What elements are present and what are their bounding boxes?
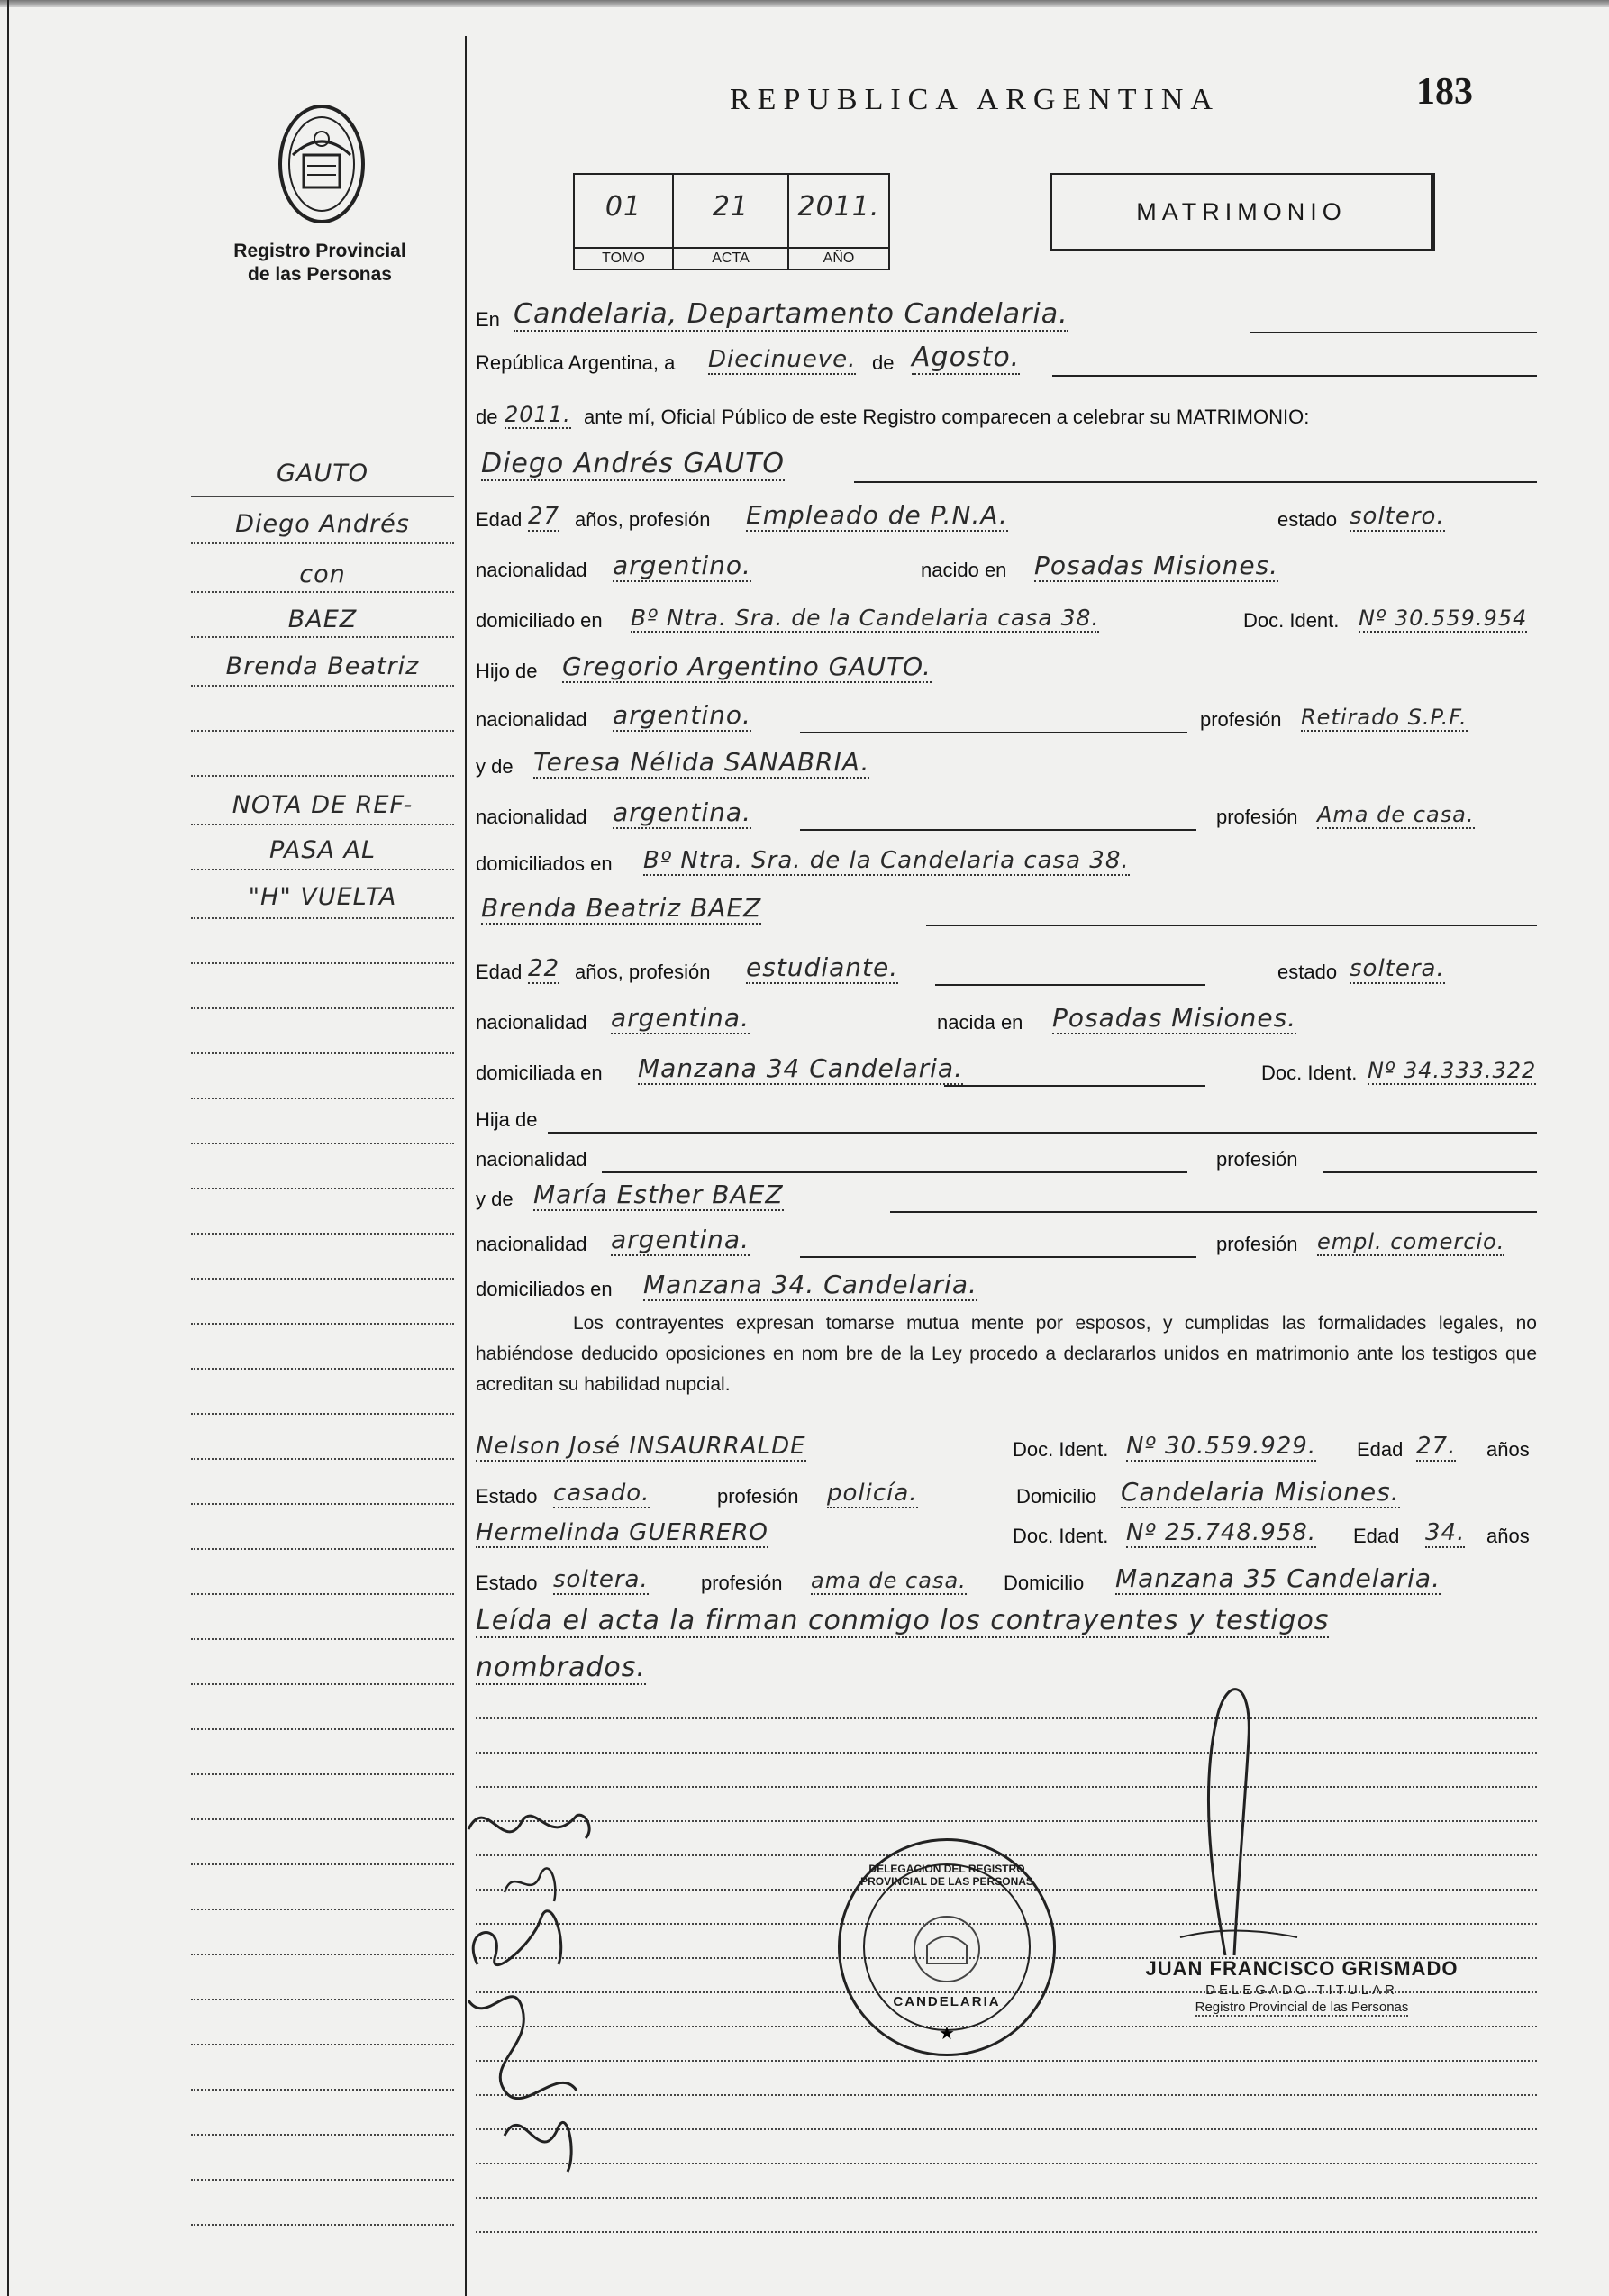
margin-note-line2: PASA AL — [268, 836, 377, 864]
groom-age-row — [476, 501, 1537, 537]
groom-mother-nat-row — [476, 798, 1537, 834]
bride-mother-nat-row — [476, 1225, 1537, 1262]
official-signature-icon — [1162, 1667, 1306, 1964]
groom-mother: Teresa Nélida SANABRIA. — [533, 747, 870, 777]
groom-mother-row — [476, 748, 1537, 784]
margin-groom-given: Diego Andrés — [235, 510, 410, 538]
label-nacionalidad-mother: nacionalidad — [476, 806, 587, 828]
groom-father: Gregorio Argentino GAUTO. — [562, 651, 932, 681]
ano-label: AÑO — [789, 247, 888, 267]
label-anos-profesion: años, profesión — [575, 508, 711, 531]
groom-mother-nationality: argentina. — [613, 797, 751, 827]
label-en: En — [476, 308, 500, 331]
label-profesion-bride-mother: profesión — [1216, 1233, 1298, 1255]
ano-cell — [789, 175, 888, 269]
groom-nationality-row — [476, 551, 1537, 588]
page-left-edge — [7, 0, 9, 2296]
bride-mother-nationality: argentina. — [611, 1225, 750, 1254]
label-edad: Edad — [476, 508, 523, 531]
bride-status: soltera. — [1350, 955, 1445, 982]
tomo-cell — [575, 175, 674, 269]
bride-profession: estudiante. — [746, 952, 899, 982]
witness1-doc: Nº 30.559.929. — [1126, 1433, 1317, 1460]
label-doc-ident: Doc. Ident. — [1243, 609, 1340, 632]
groom-profession: Empleado de P.N.A. — [746, 500, 1008, 530]
label-domiciliada-en: domiciliada en — [476, 1061, 603, 1084]
witness2-detail-row — [476, 1564, 1537, 1600]
groom-name: Diego Andrés GAUTO — [481, 448, 786, 479]
witness1-name: Nelson José INSAURRALDE — [476, 1433, 806, 1460]
official-name: JUAN FRANCISCO GRISMADO — [1145, 1957, 1459, 1980]
groom-father-row — [476, 652, 1537, 688]
label-domiciliados-en-bride: domiciliados en — [476, 1278, 613, 1300]
groom-father-nationality: argentino. — [613, 700, 751, 730]
label-hija-de: Hija de — [476, 1108, 538, 1131]
label-domiciliados-en: domiciliados en — [476, 852, 613, 875]
label-profesion-w1: profesión — [717, 1485, 799, 1508]
bride-birthplace: Posadas Misiones. — [1052, 1003, 1297, 1033]
official-block — [1135, 1957, 1468, 2017]
bride-age-row — [476, 953, 1537, 989]
witness2-row — [476, 1517, 1537, 1553]
declaration-paragraph: Los contrayentes expresan tomarse mutua mente por esposos, y cumplidas las formalidades legales, no habiéndose deducido oposiciones en nom bre de la Ley procedo a declararlos unidos en matrimonio ante los testigos que acreditan su habilidad nupcial. — [476, 1313, 1537, 1395]
bride-mother-row — [476, 1180, 1537, 1216]
witness1-status: casado. — [553, 1480, 650, 1507]
label-doc-ident-w1: Doc. Ident. — [1013, 1438, 1109, 1461]
groom-doc: Nº 30.559.954 — [1359, 606, 1528, 631]
label-nacionalidad-bride-mother: nacionalidad — [476, 1233, 587, 1255]
groom-age: 27 — [528, 503, 560, 530]
witness2-age: 34. — [1425, 1519, 1466, 1546]
label-anos-w1: años — [1486, 1438, 1530, 1461]
groom-address-row — [476, 602, 1537, 638]
label-nacionalidad-bride: nacionalidad — [476, 1011, 587, 1034]
label-republica: República Argentina, a — [476, 351, 676, 374]
label-profesion-mother: profesión — [1216, 806, 1298, 828]
tomo-label: TOMO — [575, 247, 672, 267]
acta-cell — [674, 175, 789, 269]
svg-text:★: ★ — [939, 2022, 955, 2044]
registry-seal — [838, 1838, 1056, 2056]
bride-address-row — [476, 1054, 1537, 1090]
record-number-box — [573, 173, 890, 270]
bride-mother-profession: empl. comercio. — [1317, 1229, 1505, 1254]
bride-parents-address-row — [476, 1271, 1537, 1307]
groom-status: soltero. — [1350, 503, 1445, 530]
label-profesion-bride-father: profesión — [1216, 1148, 1298, 1171]
bride-nationality: argentina. — [611, 1003, 750, 1033]
groom-nationality: argentino. — [613, 551, 751, 580]
closing-line2: nombrados. — [476, 1652, 646, 1683]
bride-mother: María Esther BAEZ — [533, 1180, 784, 1209]
witness2-status: soltera. — [553, 1566, 649, 1593]
acta-label: ACTA — [674, 247, 787, 267]
tomo-value: 01 — [605, 191, 642, 223]
label-profesion-w2: profesión — [701, 1572, 783, 1594]
label-anos-w2: años — [1486, 1525, 1530, 1547]
bride-doc: Nº 34.333.322 — [1368, 1058, 1537, 1083]
margin-note-line1: NOTA DE REF- — [232, 791, 414, 819]
label-doc-ident-w2: Doc. Ident. — [1013, 1525, 1109, 1547]
label-nacionalidad-father: nacionalidad — [476, 708, 587, 731]
label-y-de-bride: y de — [476, 1188, 514, 1210]
label-edad-w2: Edad — [1353, 1525, 1400, 1547]
seal-top-text: DELEGACION DEL REGISTRO PROVINCIAL DE LAS PERSONAS — [860, 1863, 1033, 1888]
label-domicilio-w2: Domicilio — [1004, 1572, 1085, 1594]
label-y-de: y de — [476, 755, 514, 778]
bride-address: Manzana 34 Candelaria. — [638, 1053, 963, 1083]
year-value: 2011. — [505, 402, 571, 427]
month-value: Agosto. — [912, 342, 1021, 373]
label-domiciliado-en: domiciliado en — [476, 609, 603, 632]
groom-birthplace: Posadas Misiones. — [1034, 551, 1279, 580]
closing-line2-row — [476, 1654, 1537, 1690]
date-row — [476, 344, 1537, 380]
witness1-address: Candelaria Misiones. — [1121, 1477, 1400, 1507]
label-doc-ident-bride: Doc. Ident. — [1261, 1061, 1358, 1084]
witness1-age: 27. — [1416, 1433, 1457, 1460]
registry-line1: Registro Provincial — [233, 241, 406, 261]
groom-mother-profession: Ama de casa. — [1317, 802, 1475, 827]
witness1-profession: policía. — [827, 1480, 918, 1507]
label-nacionalidad-bride-father: nacionalidad — [476, 1148, 587, 1171]
bride-name: Brenda Beatriz BAEZ — [481, 893, 762, 923]
bride-name-row — [476, 894, 1537, 930]
year-row — [476, 398, 1537, 434]
bride-father-row — [476, 1101, 1537, 1137]
bride-father-nat-row — [476, 1141, 1537, 1177]
registry-label — [207, 240, 432, 287]
day-value: Diecinueve. — [708, 346, 857, 373]
signatures-scribble-icon — [450, 1793, 631, 2190]
page-number: 183 — [1416, 71, 1473, 113]
witness2-name: Hermelinda GUERRERO — [476, 1519, 768, 1546]
label-de-year: de — [476, 405, 498, 428]
label-nacido-en: nacido en — [921, 559, 1007, 581]
witness1-detail-row — [476, 1478, 1537, 1514]
official-role: DELEGADO TITULAR — [1205, 1982, 1398, 1998]
groom-parents-address-row — [476, 845, 1537, 881]
witness1-row — [476, 1431, 1537, 1467]
groom-father-profession: Retirado S.P.F. — [1301, 705, 1468, 730]
groom-name-row — [476, 448, 1537, 487]
label-profesion-father: profesión — [1200, 708, 1282, 731]
label-ante: ante mí, Oficial Público de este Registro comparecen a celebrar su MATRIMONIO: — [584, 405, 1310, 428]
margin-note-line3: "H" VUELTA — [248, 883, 397, 911]
label-estado: estado — [1277, 508, 1338, 531]
bride-age: 22 — [528, 955, 560, 982]
seal-center-text: CANDELARIA — [893, 1994, 1001, 2009]
page-title: REPUBLICA ARGENTINA — [730, 83, 1220, 116]
groom-address: Bº Ntra. Sra. de la Candelaria casa 38. — [631, 605, 1100, 631]
bride-parents-address: Manzana 34. Candelaria. — [643, 1270, 977, 1299]
label-de-month: de — [872, 351, 895, 374]
closing-line1: Leída el acta la firman conmigo los contrayentes y testigos — [476, 1605, 1330, 1636]
record-type-box: MATRIMONIO — [1050, 173, 1435, 251]
registry-line2: de las Personas — [248, 264, 392, 285]
label-estado-w1: Estado — [476, 1485, 538, 1508]
witness2-address: Manzana 35 Candelaria. — [1115, 1563, 1441, 1593]
label-nacionalidad: nacionalidad — [476, 559, 587, 581]
page-top-edge — [0, 0, 1609, 7]
witness2-doc: Nº 25.748.958. — [1126, 1519, 1317, 1546]
label-estado-w2: Estado — [476, 1572, 538, 1594]
margin-con: con — [299, 560, 346, 588]
ano-value: 2011. — [797, 191, 880, 223]
margin-bride-surname: BAEZ — [287, 606, 358, 633]
margin-groom-surname: GAUTO — [277, 460, 368, 487]
label-anos-profesion-bride: años, profesión — [575, 961, 711, 983]
label-domicilio-w1: Domicilio — [1016, 1485, 1097, 1508]
label-hijo-de: Hijo de — [476, 660, 538, 682]
groom-parents-address: Bº Ntra. Sra. de la Candelaria casa 38. — [643, 847, 1130, 874]
closing-line1-row — [476, 1605, 1537, 1644]
official-org: Registro Provincial de las Personas — [1195, 2000, 1409, 2015]
label-edad-w1: Edad — [1357, 1438, 1404, 1461]
bride-nationality-row — [476, 1004, 1537, 1040]
witness2-profession: ama de casa. — [811, 1568, 967, 1593]
acta-value: 21 — [712, 191, 750, 223]
margin-bride-given: Brenda Beatriz — [225, 652, 420, 680]
provincial-emblem-icon — [275, 101, 368, 227]
label-nacida-en: nacida en — [937, 1011, 1023, 1034]
place-row — [476, 298, 1537, 337]
label-edad-bride: Edad — [476, 961, 523, 983]
groom-father-nat-row — [476, 701, 1537, 737]
label-estado-bride: estado — [1277, 961, 1338, 983]
place-value: Candelaria, Departamento Candelaria. — [514, 298, 1068, 330]
